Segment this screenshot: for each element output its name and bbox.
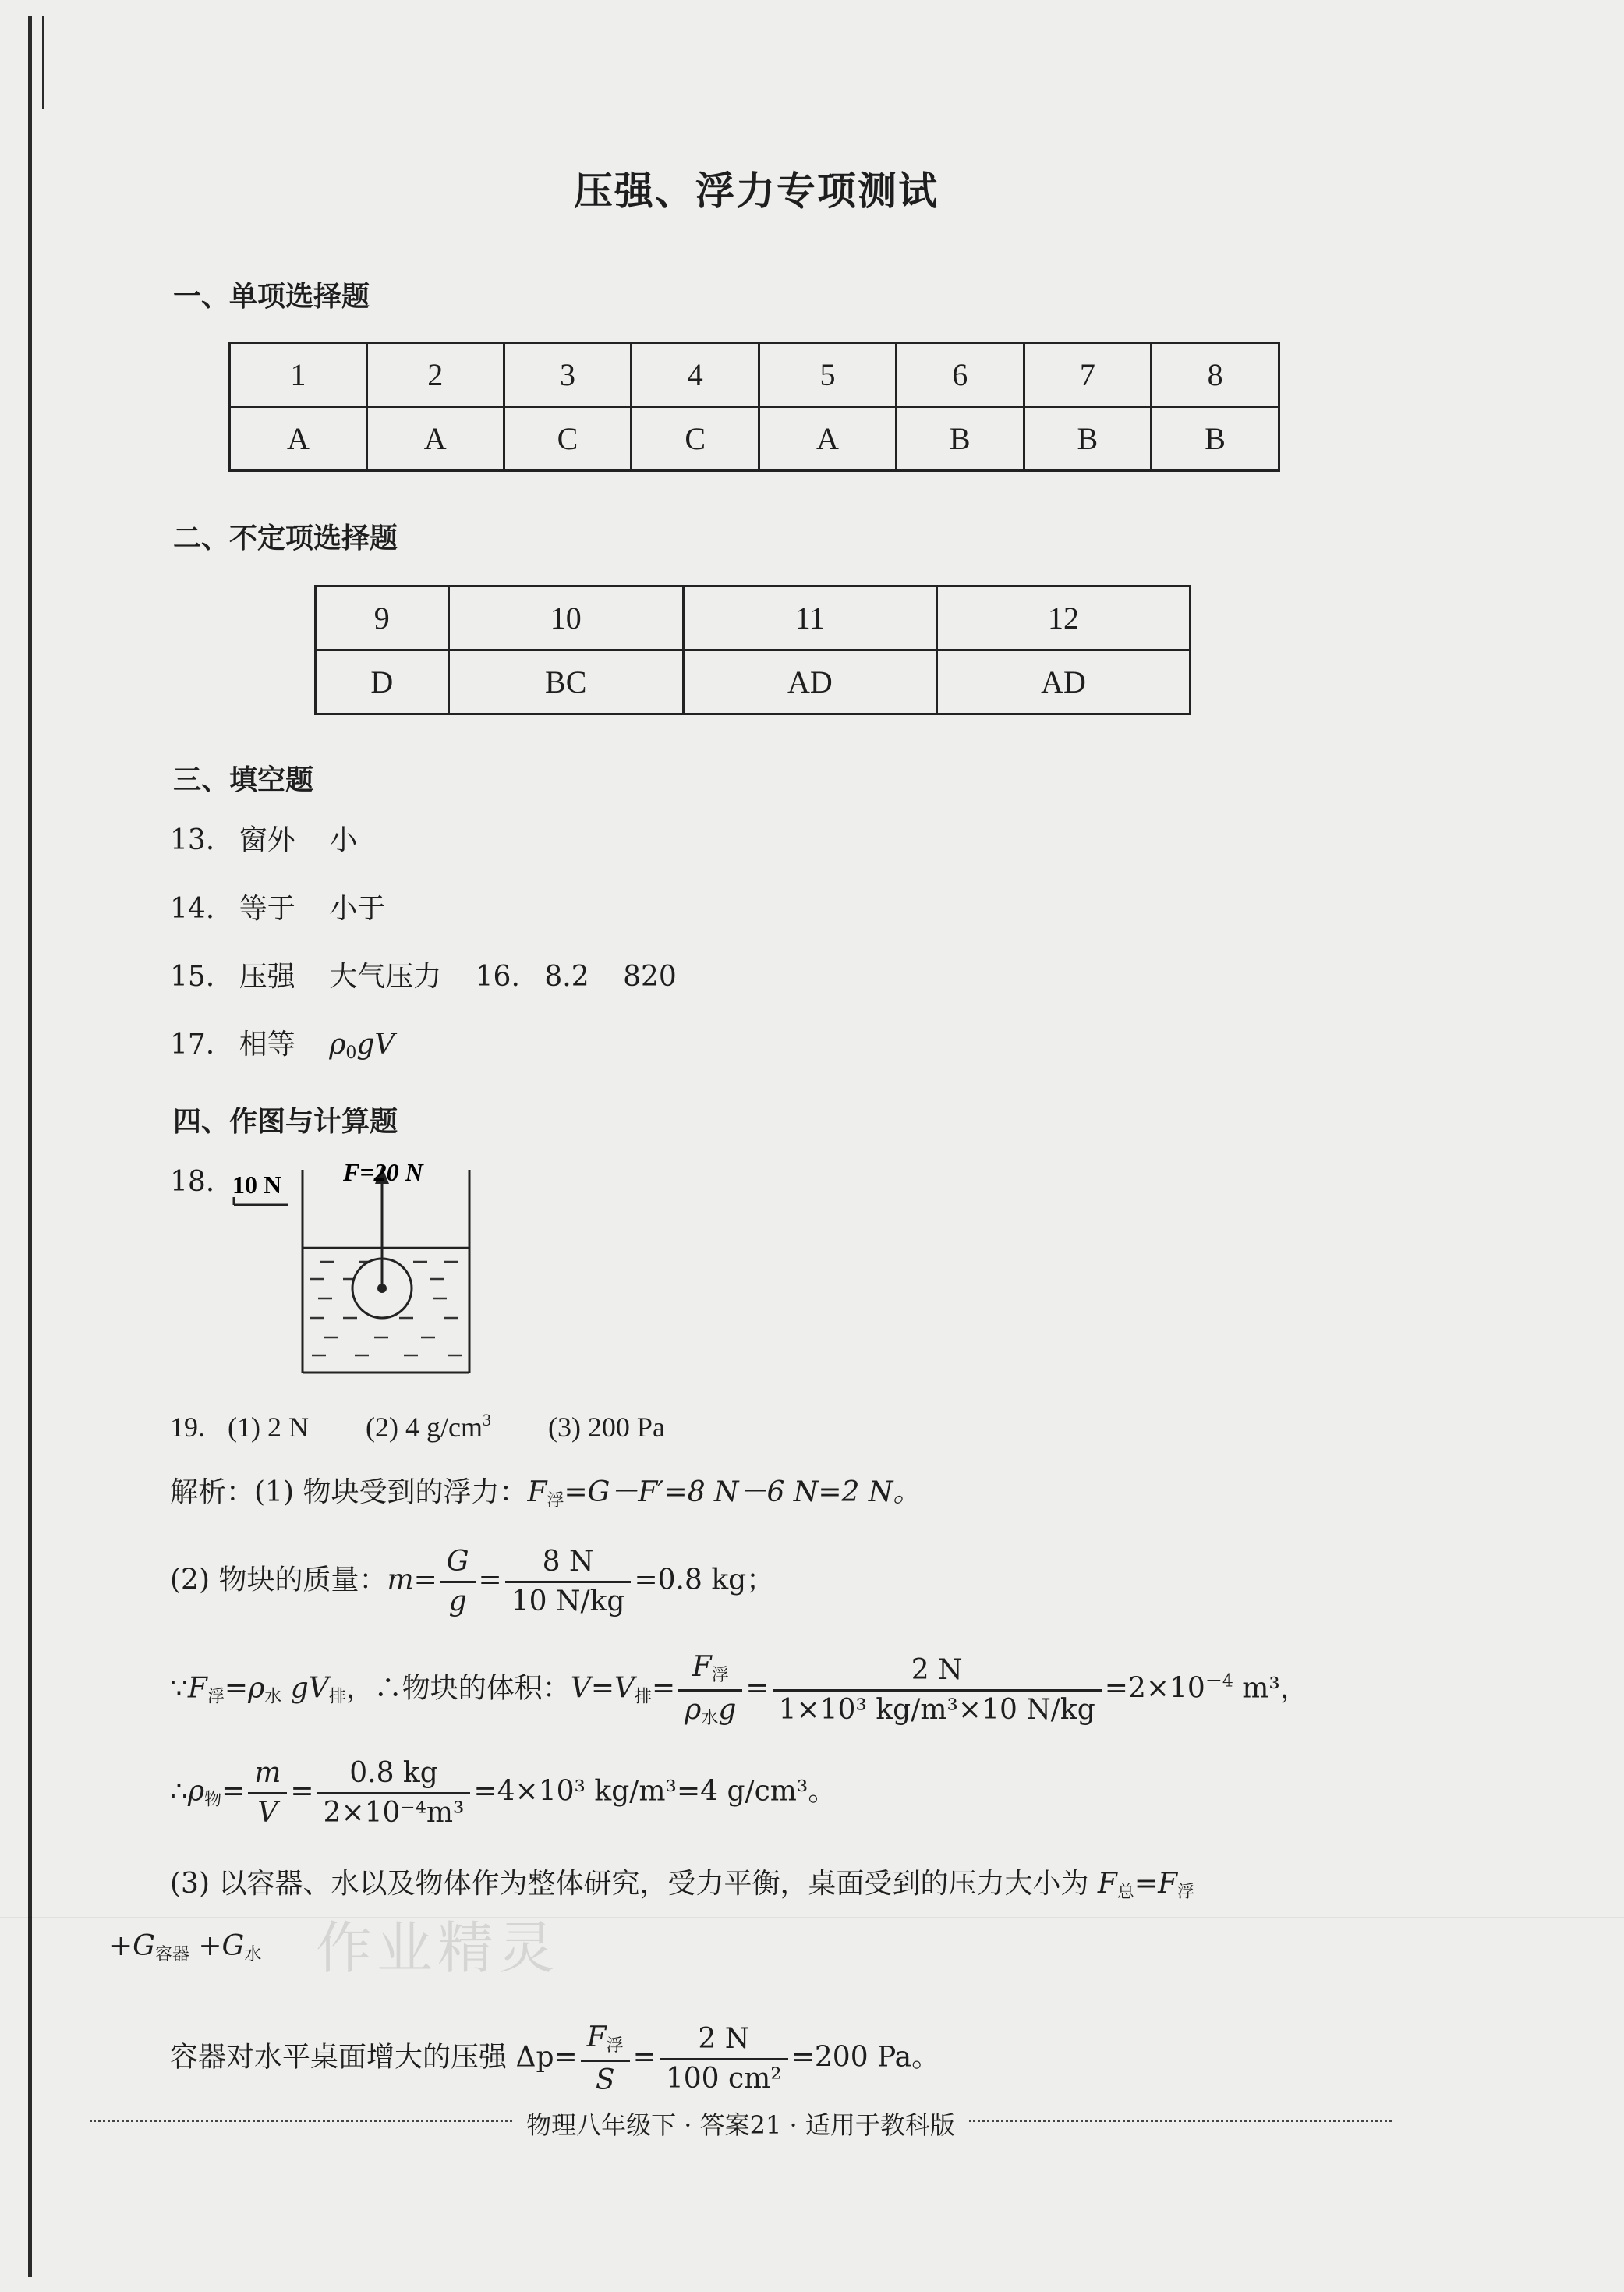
table1-num: 3 (504, 343, 632, 407)
analysis-1-text: 解析：(1) 物块受到的浮力： (170, 1476, 528, 1508)
q19-answer-2: (2) 4 g/cm (365, 1412, 483, 1443)
mass-denominator: 10 N/kg (511, 1585, 625, 1617)
table2-answer: AD (936, 650, 1190, 714)
q19-answer-3: (3) 200 Pa (547, 1412, 665, 1443)
q13-answer-a: 窗外 (239, 824, 295, 856)
page-title: 压强、浮力专项测试 (574, 168, 939, 214)
table1-num: 5 (759, 343, 897, 407)
table2-num: 12 (936, 586, 1190, 650)
q14-answer-a: 等于 (239, 893, 295, 925)
section-drawing-calc: 四、作图与计算题 (173, 1106, 398, 1138)
sub-fu: 浮 (1177, 1883, 1195, 1902)
q18-number: 18. (170, 1166, 215, 1198)
q15-number: 15. (170, 961, 215, 993)
part2-text: (2) 物块的质量： (170, 1564, 387, 1596)
table1-num: 7 (1024, 343, 1152, 407)
analysis-1-equation: =G－F′=8 N－6 N=2 N。 (564, 1476, 922, 1508)
sub-rongqi: 容器 (154, 1945, 189, 1964)
answer-q13 (170, 824, 358, 856)
sub-wu: 物 (204, 1790, 222, 1810)
pressure-sub: 浮 (606, 2036, 624, 2056)
table1-answer: B (1024, 407, 1152, 471)
table1-answer: B (1152, 407, 1279, 471)
answer-q17 (170, 1031, 395, 1062)
q17-answer-rest: gV (356, 1029, 395, 1061)
sub-zong: 总 (1116, 1883, 1134, 1902)
q19-analysis-part1: 解析：(1) 物块受到的浮力：$F_浮=G-F'=8$ N－6 N=2 N。 (170, 1476, 922, 1511)
single-choice-table (228, 342, 1280, 472)
q14-answer-b: 小于 (329, 893, 386, 925)
mass-fraction (505, 1548, 632, 1616)
table2-num: 11 (683, 586, 936, 650)
q16-answer-b: 820 (623, 961, 677, 993)
density-fraction-symbolic: $\frac{m}{V}$ (248, 1759, 287, 1827)
q19-answer-2-sup: 3 (482, 1410, 491, 1429)
pressure-numerator: 2 N (660, 2025, 788, 2060)
sub-shui: 水 (264, 1687, 282, 1707)
sub-fu: 浮 (547, 1491, 564, 1511)
table2-answer: BC (448, 650, 683, 714)
sub-fu: 浮 (711, 1666, 729, 1685)
q17-answer-sub: 0 (345, 1043, 357, 1063)
page-fold-line (0, 1917, 1624, 1918)
part3-continuation: +G (109, 1930, 155, 1962)
because-symbol: ∵ (170, 1672, 188, 1705)
q19-pressure: 容器对水平桌面增大的压强 Δp= $\frac{F_浮}{S}$ = $\frac{2 N}{\text{100 cm²}}$ =200 Pa。 (170, 2021, 940, 2096)
q19-volume: $\because F_浮=\rho_水$ $gV_排$，∴物块的体积：$V=V_排=$ $\frac{F_浮}{\rho_水g}$ = $\frac{2 N}{\text{1×10³ kg/m³×10 N/kg}}$ $=2\times 10^{-4}$ m³， (170, 1651, 1308, 1728)
table1-answer: A (230, 407, 367, 471)
volume-denominator: 1×10³ kg/m³×10 N/kg (778, 1694, 1095, 1726)
sub-shui: 水 (701, 1709, 719, 1728)
scale-label: 10 N (232, 1171, 282, 1199)
q17-number: 17. (170, 1029, 215, 1061)
pressure-fraction (660, 2025, 788, 2093)
answer-q14 (170, 895, 385, 923)
binding-edge (28, 16, 32, 2277)
table2-num: 9 (316, 586, 449, 650)
table1-answer: C (504, 407, 632, 471)
section-multi-choice: 二、不定项选择题 (173, 523, 398, 554)
sub-shui: 水 (244, 1945, 262, 1964)
table1-answer: A (759, 407, 897, 471)
q17-answer-rho: ρ (329, 1029, 346, 1061)
multi-choice-table (314, 585, 1191, 715)
mass-numerator: 8 N (505, 1548, 632, 1583)
section-single-choice: 一、单项选择题 (173, 281, 370, 313)
footer-text: 物理八年级下 · 答案21 · 适用于教科版 (512, 2110, 969, 2140)
volume-result: =2×10 (1104, 1672, 1205, 1705)
mass-result: =0.8 kg； (634, 1564, 775, 1596)
pressure-denominator: 100 cm² (665, 2063, 782, 2095)
force-label: F=20 N (343, 1158, 423, 1186)
q15-answer-a: 压强 (239, 961, 295, 993)
q19-summary (170, 1412, 665, 1441)
q14-number: 14. (170, 893, 215, 925)
volume-fraction-symbolic: $\frac{F_浮}{\rho_水g}$ (678, 1653, 742, 1727)
mass-fraction-symbolic: $\frac{G}{g}$ (440, 1548, 476, 1616)
table1-num: 2 (366, 343, 504, 407)
q17-answer-a: 相等 (239, 1029, 295, 1061)
q19-analysis-part2: (2) 物块的质量：m= $\frac{G}{g}$ = $\frac{8 N}{10 N/kg}$ =0.8 kg； (170, 1546, 775, 1617)
sub-pai: 排 (328, 1687, 346, 1707)
volume-result-unit: m³， (1233, 1672, 1308, 1705)
table1-answer: C (632, 407, 759, 471)
volume-result-sup: －4 (1205, 1671, 1233, 1692)
binding-edge-inner (42, 16, 44, 109)
q19-analysis-part3: (3) 以容器、水以及物体作为整体研究，受力平衡，桌面受到的压力大小为 $F_总=F_浮$ (170, 1868, 1195, 1902)
pressure-result: =200 Pa。 (791, 2041, 940, 2074)
table1-num: 8 (1152, 343, 1279, 407)
sub-pai: 排 (634, 1687, 652, 1707)
part3-text: (3) 以容器、水以及物体作为整体研究，受力平衡，桌面受到的压力大小为 (170, 1868, 1089, 1900)
q13-answer-b: 小 (329, 824, 358, 856)
table2-answer: D (316, 650, 449, 714)
density-result: =4×10³ kg/m³=4 g/cm³。 (473, 1775, 837, 1808)
table1-num: 6 (896, 343, 1024, 407)
table1-num: 1 (230, 343, 367, 407)
table2-num: 10 (448, 586, 683, 650)
section-fill-blank: 三、填空题 (173, 764, 314, 796)
q19-answer-1: (1) 2 N (228, 1412, 309, 1443)
density-numerator: 0.8 kg (317, 1759, 471, 1794)
q13-number: 13. (170, 824, 215, 856)
page-footer (90, 2106, 1392, 2141)
pressure-text: 容器对水平桌面增大的压强 Δp= (170, 2041, 578, 2074)
pressure-fraction-symbolic: $\frac{F_浮}{S}$ (581, 2024, 630, 2095)
volume-numerator: 2 N (773, 1656, 1102, 1692)
q18-force-diagram (226, 1154, 483, 1380)
q19-number: 19. (170, 1412, 205, 1443)
density-denominator: 2×10⁻⁴m³ (323, 1797, 465, 1829)
answer-q15-q16 (170, 963, 677, 991)
q16-answer-a: 8.2 (544, 961, 589, 993)
table2-answer: AD (683, 650, 936, 714)
table1-num: 4 (632, 343, 759, 407)
table1-answer: B (896, 407, 1024, 471)
q19-analysis-part3-cont: $+G_{容器} +G_水$ (109, 1930, 262, 1964)
table1-answer: A (366, 407, 504, 471)
watermark: 作业精灵 (316, 1915, 560, 1981)
density-fraction (317, 1759, 471, 1827)
pressure-denominator-symbol: S (595, 2064, 615, 2096)
sub-fu: 浮 (207, 1687, 225, 1707)
volume-fraction (773, 1656, 1102, 1724)
q16-number: 16. (475, 961, 520, 993)
volume-text: ∴物块的体积： (373, 1672, 571, 1705)
q19-density: $\therefore\rho_物=$ $\frac{m}{V}$ = $\frac{0.8 kg}{\text{2×10⁻⁴m³}}$ =4×10³ kg/m³=4 g/cm³。 (170, 1757, 837, 1829)
q15-answer-b: 大气压力 (329, 961, 442, 993)
